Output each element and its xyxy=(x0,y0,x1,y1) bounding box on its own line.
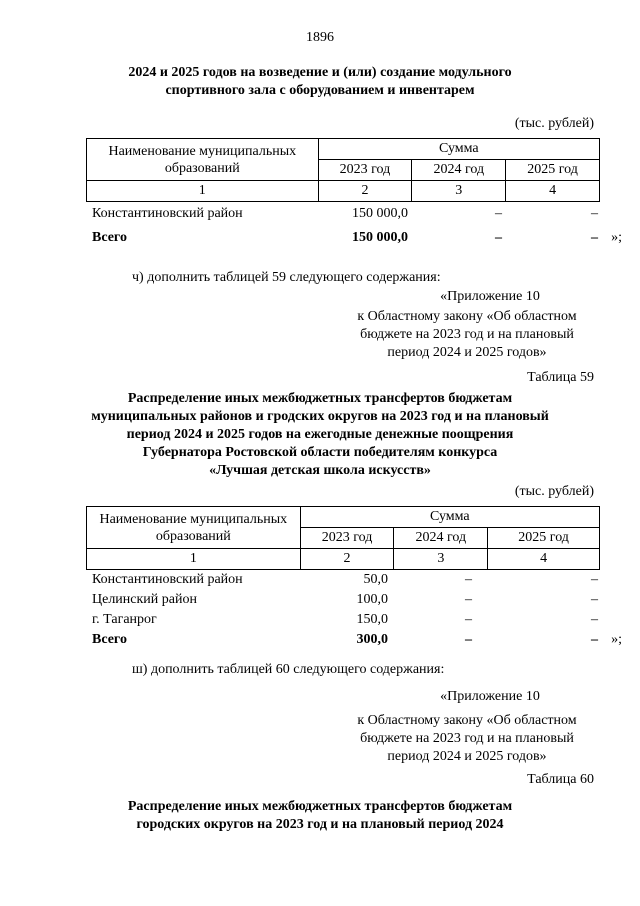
instruction-1: ч) дополнить таблицей 59 следующего содержания: xyxy=(132,270,441,285)
row-value-2025: – xyxy=(591,592,598,607)
section1-year-2023: 2023 год xyxy=(318,160,412,181)
section1-title-line2: спортивного зала с оборудованием и инвентарем xyxy=(165,83,475,98)
total-value-2025: – xyxy=(591,230,598,245)
table-label-59: Таблица 59 xyxy=(527,370,594,385)
section2-table-body xyxy=(92,572,622,652)
section1-col-name-header xyxy=(87,139,319,181)
appendix2-body xyxy=(340,712,594,766)
total-value-2023: 150 000,0 xyxy=(352,230,408,245)
section1-table-body xyxy=(92,206,622,250)
section2-title-line4: Губернатора Ростовской области победителям конкурса xyxy=(142,445,498,460)
section2-colnum-2: 2 xyxy=(300,549,394,570)
total-value-2023: 300,0 xyxy=(356,632,388,647)
appendix1-line4: период 2024 и 2025 годов» xyxy=(387,345,547,360)
section2-col-name-line2: образований xyxy=(155,528,231,544)
row-name: г. Таганрог xyxy=(92,612,157,627)
table-row xyxy=(92,206,622,226)
section2-table-header xyxy=(86,506,600,570)
section2-colnum-1: 1 xyxy=(87,549,301,570)
row-value-2023: 150 000,0 xyxy=(352,206,408,221)
section2-col-name-line1: Наименование муниципальных xyxy=(99,511,288,527)
appendix2-line2: к Областному закону «Об областном xyxy=(357,713,577,728)
table-row xyxy=(92,612,622,632)
section1-colnum-1: 1 xyxy=(87,181,319,202)
section2-title-line5: «Лучшая детская школа искусств» xyxy=(209,463,431,478)
row-value-2023: 50,0 xyxy=(363,572,388,587)
section2-title-line1: Распределение иных межбюджетных трансфертов бюджетам xyxy=(127,391,513,406)
section1-year-2024: 2024 год xyxy=(412,160,506,181)
section2-title-line3: период 2024 и 2025 годов на ежегодные денежные поощрения xyxy=(126,427,514,442)
appendix1-line1: «Приложение 10 xyxy=(440,289,540,304)
total-end-quote: »; xyxy=(611,230,622,245)
total-value-2024: – xyxy=(465,632,472,647)
section1-year-2025: 2025 год xyxy=(506,160,600,181)
appendix1-line2: к Областному закону «Об областном xyxy=(357,309,577,324)
row-name: Константиновский район xyxy=(92,206,243,221)
row-value-2024: – xyxy=(465,612,472,627)
table-row xyxy=(92,592,622,612)
section1-units: (тыс. рублей) xyxy=(514,116,594,131)
row-name: Целинский район xyxy=(92,592,197,607)
section2-col-sum-header: Сумма xyxy=(300,507,599,528)
row-value-2024: – xyxy=(495,206,502,221)
table-label-60: Таблица 60 xyxy=(527,772,594,787)
appendix1-line3: бюджете на 2023 год и на плановый xyxy=(360,327,574,342)
section2-units: (тыс. рублей) xyxy=(514,484,594,499)
instruction-2: ш) дополнить таблицей 60 следующего содержания: xyxy=(132,662,445,677)
appendix1-body xyxy=(340,308,594,362)
row-value-2025: – xyxy=(591,612,598,627)
table-total-row xyxy=(92,632,622,652)
section2-title xyxy=(40,390,600,480)
table-total-row xyxy=(92,230,622,250)
row-name: Константиновский район xyxy=(92,572,243,587)
total-value-2025: – xyxy=(591,632,598,647)
section1-colnum-4: 4 xyxy=(506,181,600,202)
appendix2-line4: период 2024 и 2025 годов» xyxy=(387,749,547,764)
section1-col-sum-header: Сумма xyxy=(318,139,599,160)
section1-table-header xyxy=(86,138,600,202)
row-value-2024: – xyxy=(465,572,472,587)
total-label: Всего xyxy=(92,632,127,647)
section2-colnum-4: 4 xyxy=(488,549,600,570)
row-value-2025: – xyxy=(591,572,598,587)
page-number: 1896 xyxy=(306,30,334,45)
section3-title-line2: городских округов на 2023 год и на плановый период 2024 xyxy=(136,817,504,832)
section2-year-2023: 2023 год xyxy=(300,528,394,549)
section1-colnum-2: 2 xyxy=(318,181,412,202)
section1-title-line1: 2024 и 2025 годов на возведение и (или) создание модульного xyxy=(128,65,512,80)
section2-col-name-header xyxy=(87,507,301,549)
total-label: Всего xyxy=(92,230,127,245)
section3-title-line1: Распределение иных межбюджетных трансфертов бюджетам xyxy=(127,799,513,814)
section2-title-line2: муниципальных районов и гродских округов на 2023 год и на плановый xyxy=(91,409,549,424)
section2-colnum-3: 3 xyxy=(394,549,488,570)
row-value-2024: – xyxy=(465,592,472,607)
total-end-quote: »; xyxy=(611,632,622,647)
section3-title xyxy=(60,798,580,834)
appendix2-line3: бюджете на 2023 год и на плановый xyxy=(360,731,574,746)
section1-col-name-line2: образований xyxy=(164,160,240,176)
section1-title xyxy=(60,64,580,100)
appendix2-line1: «Приложение 10 xyxy=(440,689,540,704)
row-value-2025: – xyxy=(591,206,598,221)
section1-col-name-line1: Наименование муниципальных xyxy=(108,143,297,159)
section2-year-2024: 2024 год xyxy=(394,528,488,549)
section2-year-2025: 2025 год xyxy=(488,528,600,549)
row-value-2023: 150,0 xyxy=(356,612,388,627)
total-value-2024: – xyxy=(495,230,502,245)
section1-colnum-3: 3 xyxy=(412,181,506,202)
row-value-2023: 100,0 xyxy=(356,592,388,607)
table-row xyxy=(92,572,622,592)
